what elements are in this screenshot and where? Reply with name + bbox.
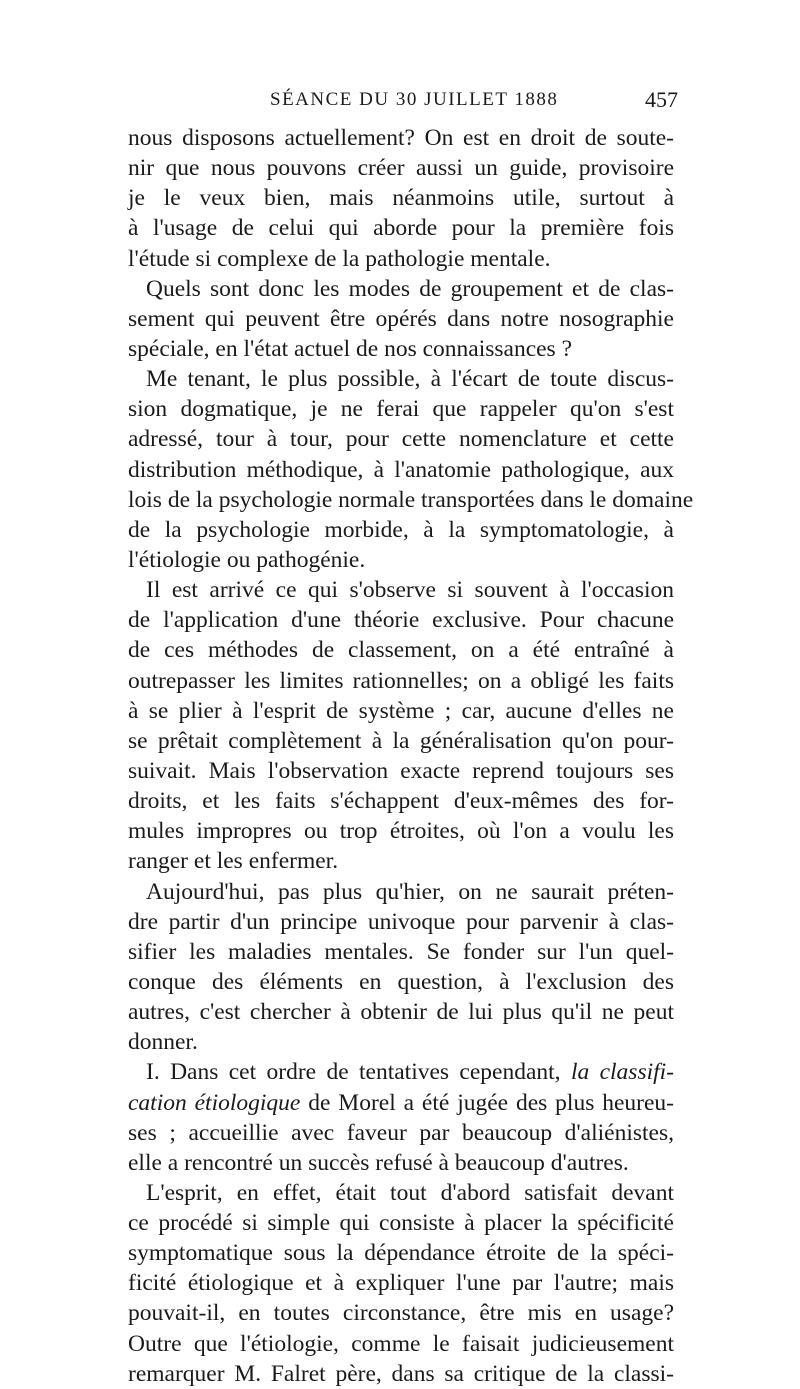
text-line: outrepasser les limites rationnelles; on a obligé les faits: [128, 667, 674, 694]
text-line: sifier les maladies mentales. Se fonder sur l'un quel-: [128, 938, 674, 965]
text-line: sion dogmatique, je ne ferai que rappeler qu'on s'est: [128, 396, 674, 423]
running-title: SÉANCE DU 30 JUILLET 1888: [270, 89, 559, 110]
text-line: l'étude si complexe de la pathologie mentale.: [128, 245, 551, 272]
text-line: remarquer M. Falret père, dans sa critique de la classi-: [128, 1360, 674, 1387]
text-line: je le veux bien, mais néanmoins utile, surtout à: [128, 185, 674, 212]
text-line: ses ; accueillie avec faveur par beaucoup d'aliénistes,: [128, 1119, 674, 1146]
text-line: se prêtait complètement à la généralisation qu'on pour-: [128, 727, 674, 754]
text-line: [128, 1088, 674, 1118]
text-line: L'esprit, en effet, était tout d'abord satisfait devant: [146, 1179, 674, 1206]
text-line: distribution méthodique, à l'anatomie pathologique, aux: [128, 456, 674, 483]
text-line: Il est arrivé ce qui s'observe si souvent à l'occasion: [146, 577, 674, 604]
text-line: à se plier à l'esprit de système ; car, aucune d'elles ne: [128, 697, 674, 724]
text-line: Quels sont donc les modes de groupement et de clas-: [146, 275, 674, 302]
text-span: I. Dans cet ordre de tentatives cependant,: [146, 1059, 571, 1086]
italic-span: la classifi-: [570, 1059, 675, 1086]
text-line: nir que nous pouvons créer aussi un guide, provisoire: [128, 155, 674, 182]
text-line: conque des éléments en question, à l'exclusion des: [128, 968, 674, 995]
text-line: l'étiologie ou pathogénie.: [128, 546, 366, 573]
text-line: autres, c'est chercher à obtenir de lui plus qu'il ne peut: [128, 999, 674, 1026]
text-span: de Morel a été jugée des plus heureu-: [300, 1089, 674, 1116]
text-line: droits, et les faits s'échappent d'eux-mêmes des for-: [128, 788, 674, 815]
text-line: suivait. Mais l'observation exacte reprend toujours ses: [128, 757, 674, 784]
page-number: 457: [645, 87, 678, 112]
text-line: pouvait-il, en toutes circonstance, être mis en usage?: [128, 1300, 674, 1327]
text-line: sement qui peuvent être opérés dans notre nosographie: [128, 305, 674, 332]
running-head: [128, 86, 678, 114]
text-line: de ces méthodes de classement, on a été entraîné à: [128, 637, 674, 664]
text-line: Outre que l'étiologie, comme le faisait judicieusement: [128, 1330, 674, 1357]
text-line: ce procédé si simple qui consiste à placer la spécificité: [128, 1210, 674, 1237]
text-line: ficité étiologique et à expliquer l'une par l'autre; mais: [128, 1270, 674, 1297]
text-line: nous disposons actuellement? On est en droit de soute-: [128, 125, 674, 151]
text-line: [128, 1057, 674, 1087]
text-line: dre partir d'un principe univoque pour parvenir à clas-: [128, 908, 674, 935]
italic-span: cation étiologique: [128, 1089, 301, 1116]
text-line: spéciale, en l'état actuel de nos connaissances ?: [128, 335, 573, 362]
text-line: de la psychologie morbide, à la symptomatologie, à: [128, 516, 674, 543]
text-line: à l'usage de celui qui aborde pour la première fois: [128, 215, 674, 242]
body-text: [128, 123, 694, 1389]
text-line: ranger et les enfermer.: [128, 848, 339, 875]
text-line: Aujourd'hui, pas plus qu'hier, on ne saurait préten-: [146, 878, 674, 905]
text-line: donner.: [128, 1029, 198, 1056]
text-line: Me tenant, le plus possible, à l'écart de toute discus-: [146, 366, 674, 393]
text-line: adressé, tour à tour, pour cette nomenclature et cette: [128, 426, 674, 453]
text-line: symptomatique sous la dépendance étroite de la spéci-: [128, 1240, 674, 1267]
text-line: mules impropres ou trop étroites, où l'on a voulu les: [128, 818, 674, 845]
text-line: de l'application d'une théorie exclusive. Pour chacune: [128, 607, 674, 634]
text-line: lois de la psychologie normale transportées dans le domaine: [128, 486, 694, 513]
text-line: elle a rencontré un succès refusé à beaucoup d'autres.: [128, 1149, 629, 1176]
